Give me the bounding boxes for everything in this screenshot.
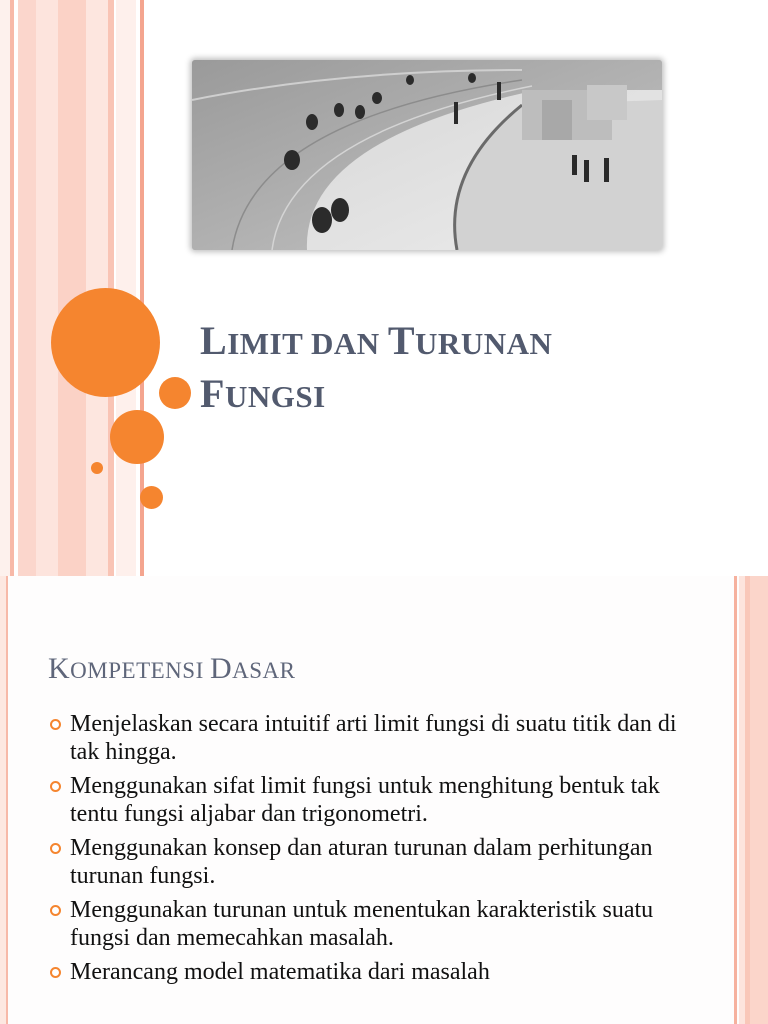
list-item [48,710,688,766]
decor-circle-tiny [91,462,103,474]
bullet-ring-icon [50,843,61,854]
title-word-cap: L [200,318,228,363]
list-item-text: Menggunakan turunan untuk menentukan karakteristik suatu fungsi dan memecahkan masalah. [70,897,654,951]
decor-stripe [10,0,14,576]
decor-stripe [116,0,136,576]
list-item-text: Menggunakan sifat limit fungsi untuk menghitung bentuk tak tentu fungsi aljabar dan trigonometri. [70,773,660,827]
list-item-text: Menggunakan konsep dan aturan turunan dalam perhitungan turunan fungsi. [70,835,653,889]
list-item-text: Menjelaskan secara intuitif arti limit fungsi di suatu titik dan di tak hingga. [70,711,677,765]
velodrome-photo [192,60,662,250]
decor-circle-medium [110,410,164,464]
heading-cap: D [209,652,233,685]
heading-rest: OMPETENSI [70,658,210,683]
list-item-text: Merancang model matematika dari masalah [70,959,490,985]
title-line-1 [200,316,740,369]
content-slide [0,576,768,1024]
bullet-ring-icon [50,967,61,978]
slide-heading [48,652,296,686]
list-item [48,834,688,890]
decor-stripe [750,576,768,1024]
heading-rest: ASAR [232,658,296,683]
title-word-rest: IMIT DAN [227,326,388,361]
bullet-list [48,710,688,992]
decor-stripe [58,0,86,576]
presentation-title [200,316,740,422]
decor-circle-small-2 [140,486,163,509]
decor-stripe [18,0,36,576]
decor-stripe [0,0,10,576]
list-item [48,896,688,952]
title-word-rest: UNGSI [224,379,326,414]
bullet-ring-icon [50,719,61,730]
decor-circle-large [51,288,160,397]
title-word-rest: URUNAN [415,326,553,361]
decor-stripe [6,576,8,1024]
title-line-2 [200,369,740,422]
bullet-ring-icon [50,781,61,792]
decor-circle-small [159,377,191,409]
list-item [48,958,688,986]
bullet-ring-icon [50,905,61,916]
heading-cap: K [48,652,71,685]
list-item [48,772,688,828]
decor-stripe [36,0,58,576]
title-word-cap: F [200,371,225,416]
decor-stripe [734,576,737,1024]
title-word-cap: T [387,318,416,363]
